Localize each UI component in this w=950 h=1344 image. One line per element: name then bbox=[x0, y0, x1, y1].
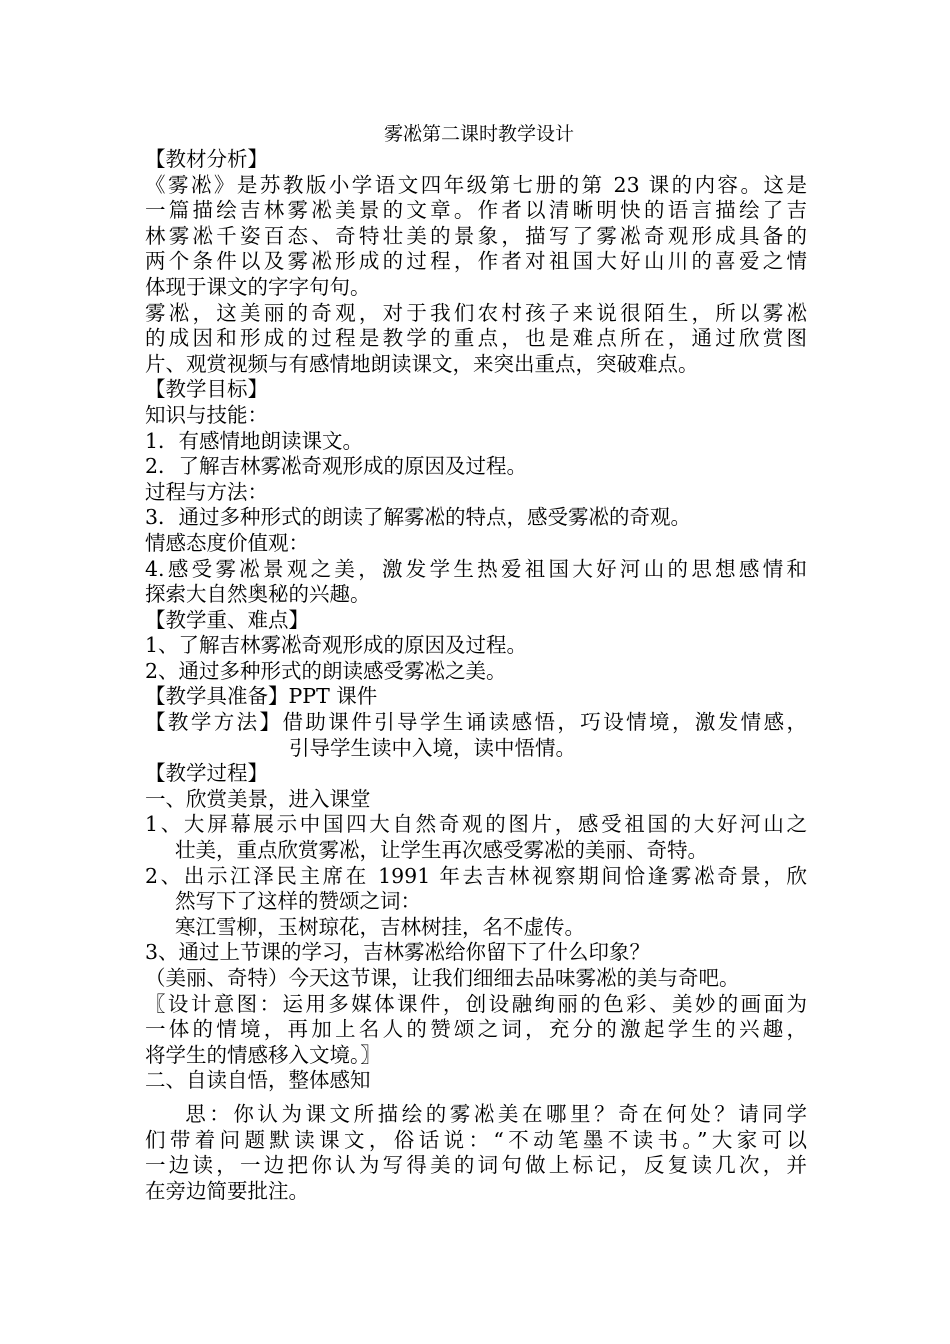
teaching-preparation: 【教学具准备】PPT 课件 bbox=[145, 684, 378, 709]
design-intent-line: 〖设计意图：运用多媒体课件，创设融绚丽的色彩、美妙的画面为 bbox=[145, 991, 807, 1016]
goal-line: 4.感受雾凇景观之美，激发学生热爱祖国大好河山的思想感情和 bbox=[145, 556, 807, 581]
goal-line: 3．通过多种形式的朗读了解雾凇的特点，感受雾凇的奇观。 bbox=[145, 505, 692, 530]
section-heading-key-points: 【教学重、难点】 bbox=[145, 607, 309, 632]
goal-line: 1．有感情地朗读课文。 bbox=[145, 428, 364, 453]
think-line: 一边读，一边把你认为写得美的词句做上标记，反复读几次，并 bbox=[145, 1153, 807, 1178]
design-intent-line: 将学生的情感移入文境。〗 bbox=[145, 1042, 381, 1067]
goal-line: 情感态度价值观： bbox=[145, 530, 309, 555]
step-line: 3、通过上节课的学习，吉林雾凇给你留下了什么印象？ bbox=[145, 940, 651, 965]
paragraph-line: 一篇描绘吉林雾凇美景的文章。作者以清晰明快的语言描绘了吉 bbox=[145, 198, 807, 223]
think-line: 思：你认为课文所描绘的雾凇美在哪里？奇在何处？请同学 bbox=[145, 1101, 807, 1126]
think-line: 们带着问题默读课文，俗话说：“不动笔墨不读书。”大家可以 bbox=[145, 1127, 807, 1152]
poem-line: 寒江雪柳，玉树琼花，吉林树挂，名不虚传。 bbox=[175, 914, 585, 939]
paragraph-line: 两个条件以及雾凇形成的过程，作者对祖国大好山川的喜爱之情 bbox=[145, 249, 807, 274]
goal-line: 探索大自然奥秘的兴趣。 bbox=[145, 582, 371, 607]
goal-line: 过程与方法： bbox=[145, 479, 268, 504]
section-heading-teaching-goals: 【教学目标】 bbox=[145, 377, 268, 402]
document-title: 雾凇第二课时教学设计 bbox=[383, 123, 574, 145]
step-line: 2、出示江泽民主席在 1991 年去吉林视察期间恰逢雾凇奇景，欣 bbox=[145, 863, 807, 888]
step-line: 1、大屏幕展示中国四大自然奇观的图片，感受祖国的大好河山之 bbox=[145, 812, 807, 837]
paragraph-line: 片、观赏视频与有感情地朗读课文，来突出重点，突破难点。 bbox=[145, 351, 699, 376]
paragraph-line: 《雾凇》是苏教版小学语文四年级第七册的第 23 课的内容。这是 bbox=[145, 172, 807, 197]
section-heading-teaching-process: 【教学过程】 bbox=[145, 761, 268, 786]
goal-line: 知识与技能： bbox=[145, 402, 268, 427]
step-title: 一、欣赏美景，进入课堂 bbox=[145, 786, 371, 811]
step-line: 然写下了这样的赞颂之词： bbox=[175, 889, 421, 914]
section-heading-textbook-analysis: 【教材分析】 bbox=[145, 147, 268, 171]
teaching-method-line: 【教学方法】借助课件引导学生诵读感悟，巧设情境，激发情感， bbox=[145, 710, 807, 735]
step-line: 壮美，重点欣赏雾凇，让学生再次感受雾凇的美丽、奇特。 bbox=[175, 838, 708, 863]
paragraph-line: 的成因和形成的过程是教学的重点，也是难点所在，通过欣赏图 bbox=[145, 326, 807, 351]
paragraph-line: 林雾凇千姿百态、奇特壮美的景象，描写了雾凇奇观形成具备的 bbox=[145, 223, 807, 248]
think-line: 在旁边简要批注。 bbox=[145, 1178, 309, 1203]
key-point-line: 2、通过多种形式的朗读感受雾凇之美。 bbox=[145, 658, 507, 683]
document-body bbox=[145, 121, 807, 1204]
step-title: 二、自读自悟，整体感知 bbox=[145, 1068, 371, 1093]
design-intent-line: 一体的情境，再加上名人的赞颂之词，充分的激起学生的兴趣， bbox=[145, 1017, 807, 1042]
teaching-method-line: 引导学生读中入境，读中悟情。 bbox=[289, 735, 576, 760]
goal-line: 2．了解吉林雾凇奇观形成的原因及过程。 bbox=[145, 454, 528, 479]
paragraph-line: 雾凇，这美丽的奇观，对于我们农村孩子来说很陌生，所以雾凇 bbox=[145, 300, 807, 325]
step-line: （美丽、奇特）今天这节课，让我们细细去品味雾凇的美与奇吧。 bbox=[145, 966, 740, 990]
paragraph-line: 体现于课文的字字句句。 bbox=[145, 274, 371, 299]
key-point-line: 1、了解吉林雾凇奇观形成的原因及过程。 bbox=[145, 633, 528, 658]
